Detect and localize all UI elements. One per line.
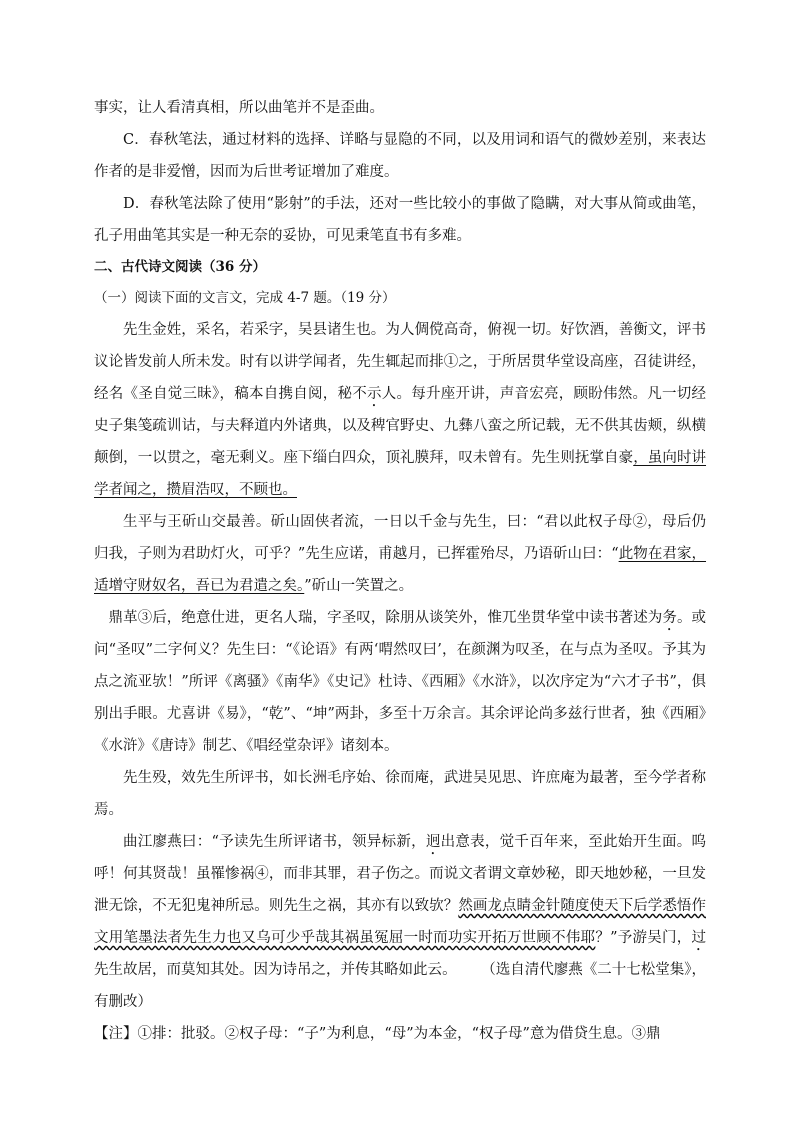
note-line: 【注】①排：批驳。②权子母：“子”为利息，“母”为本金，“权子母”意为借贷生息。③鼎	[94, 1026, 661, 1042]
paragraph-1	[94, 314, 706, 506]
paragraph-2	[94, 506, 706, 602]
emphasized-character: 过	[691, 930, 706, 946]
paragraph-3-text-2: 。或问“圣叹”二字何义？先生曰：“《论语》有两‘喟然叹曰’，在颜渊为叹圣，在与点为圣叹。予其为点之流亚欤！”所评《离骚》《南华》《史记》杜诗、《西厢》《水浒》，以次序定为“六才子书”，俱别出手眼。尤喜讲《易》，“乾”、“坤”两卦，多至十万余言。其余评论尚多兹行世者，独《西厢》《水浒》《唐诗》制艺、《唱经堂杂评》诸刻本。	[94, 610, 707, 754]
paragraph-3-text: 鼎革③后，绝意仕进，更名人瑞，字圣叹，除朋从谈笑外，惟兀坐贯华堂中读书著述为	[108, 610, 663, 626]
paragraph-1-text: 先生金姓，采名，若采字，吴县诸生也。为人倜傥高奇，俯视一切。好饮酒，善衡文，评书议论皆发前人所未发。时有以讲学闻者，先生辄起而排①之，于所居贯华堂设高座，召徒讲经，经名《圣自觉三昧》，稿本自携自阅，秘不	[94, 322, 706, 402]
paragraph-5-text-4: 先生故居，而莫知其处。因为诗吊之，并传其略如此云。	[94, 962, 457, 978]
paragraph-4: 先生殁，效先生所评书，如长洲毛序始、徐而庵，武进吴见思、许庶庵为最著，至今学者称焉。	[94, 770, 706, 818]
emphasized-character: 示	[367, 386, 382, 402]
wavy-underlined-sentence: 然画龙点睛金针随度使天下后学悉悟作文用笔墨法者先生力也又乌可少乎哉其祸虽冤屈一时而功实开拓万世顾不伟耶	[94, 898, 706, 946]
option-d: D．春秋笔法除了使用“影射”的手法，还对一些比较小的事做了隐瞒，对大事从简或曲笔，孔子用曲笔其实是一种无奈的妥协，可见秉笔直书有多难。	[94, 196, 706, 244]
text-line: 事实，让人看清真相，所以曲笔并不是歪曲。	[94, 100, 384, 116]
paragraph-3	[94, 602, 706, 762]
underlined-sentence-1: ，虽向时讲学者闻之，攒眉浩叹，不顾也。	[94, 450, 707, 498]
emphasized-character: 迥	[425, 834, 441, 850]
paragraph-2-text-2: ”斫山一笑置之。	[304, 578, 414, 594]
paragraph-5-text: 曲江廖燕曰：“予读先生所评诸书，领异标新，	[123, 834, 426, 850]
section-heading: 二、古代诗文阅读（36 分）	[94, 259, 266, 275]
paragraph-1-text-2: 人。每升座开讲，声音宏亮，顾盼伟然。凡一切经史子集笺疏训诂，与夫释道内外诸典，以及稗官野史、九彝八蛮之所记载，无不供其齿颊，纵横颠倒，一以贯之，毫无剩义。座下缁白四众，顶礼膜拜，叹未曾有。先生则抚掌自豪	[94, 386, 706, 466]
emphasized-character: 务	[662, 610, 677, 626]
paragraph-5-text-2: 出意表，觉千百年来，至此始开生面。呜呼！何其贤哉！虽罹惨祸④，而非其罪，君子伤之。而说文者谓文章妙秘，即天地妙秘，一旦发泄无馀，不无犯鬼神所忌。则先生之祸，其亦有以致欤？	[94, 834, 707, 914]
underlined-sentence-2: 此物在君家，适增守财奴名，吾已为君遣之矣。	[94, 546, 707, 594]
document-page	[94, 92, 706, 1050]
paragraph-2-text: 生平与王斫山交最善。斫山固侠者流，一日以千金与先生，曰：“君以此权子母②，母后仍归我，子则为君助灯火，可乎？”先生应诺，甫越月，已挥霍殆尽，乃语斫山曰：“	[94, 514, 706, 562]
paragraph-5-text-3: ？”予游吴门，	[595, 930, 692, 946]
paragraph-5	[94, 826, 706, 1018]
source-citation: （选自清代廖燕《二十七松堂集》，有删改）	[94, 962, 707, 1010]
option-c: C．春秋笔法，通过材料的选择、详略与显隐的不同，以及用词和语气的微妙差别，来表达作者的是非爱憎，因而为后世考证增加了难度。	[94, 132, 706, 180]
sub-heading: （一）阅读下面的文言文，完成 4-7 题。（19 分）	[94, 290, 396, 306]
